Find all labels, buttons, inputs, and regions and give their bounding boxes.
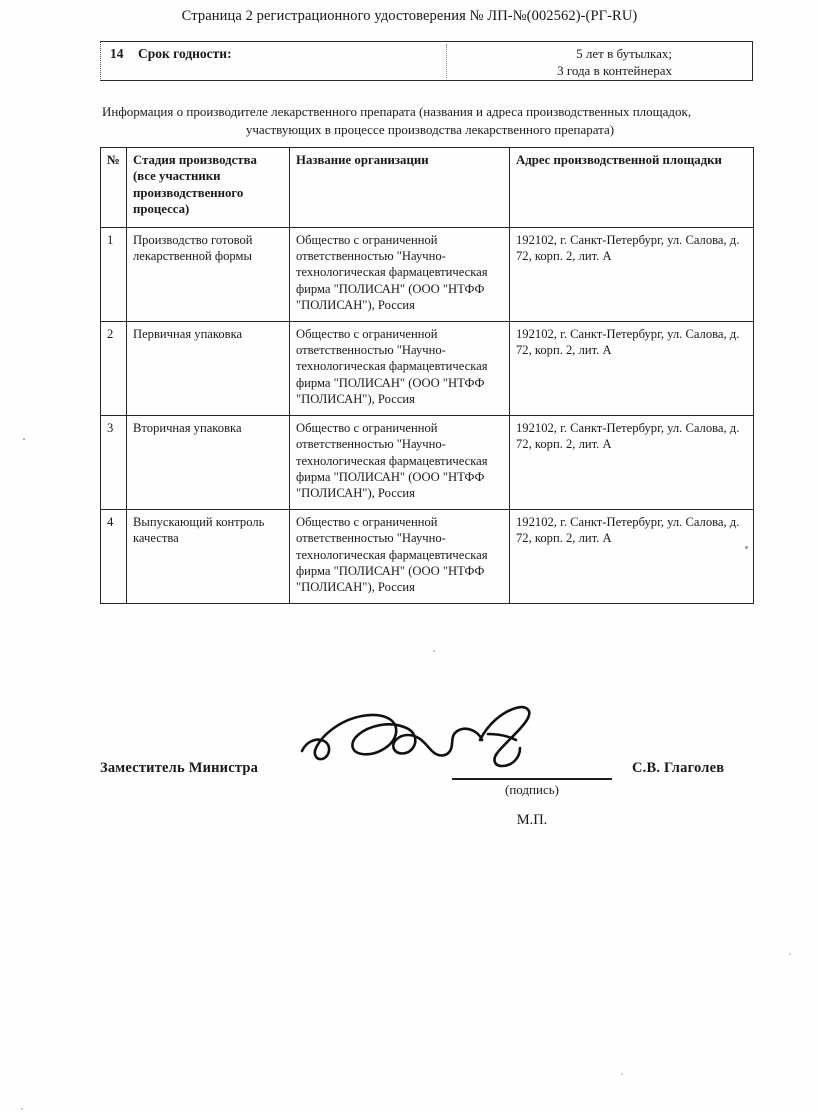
signature-block [0, 700, 819, 860]
signature-caption: (подпись) [505, 782, 559, 797]
row-organization: Общество с ограниченной ответственностью "Научно-технологическая фармацевтическая фирма "ПОЛИСАН" (ООО "НТФФ "ПОЛИСАН"), Россия [290, 321, 510, 415]
column-header-stage-line-3: производственного [133, 185, 244, 200]
column-header-organization: Название организации [290, 148, 510, 228]
column-header-stage-line-1: Стадия производства [133, 153, 257, 167]
scan-speck [433, 650, 435, 652]
column-header-stage [127, 148, 290, 228]
seal-placeholder: М.П. [516, 812, 548, 828]
manufacturer-table [100, 147, 754, 604]
signature-rule [452, 778, 612, 780]
row-organization: Общество с ограниченной ответственностью "Научно-технологическая фармацевтическая фирма "ПОЛИСАН" (ООО "НТФФ "ПОЛИСАН"), Россия [290, 227, 510, 321]
table-row [101, 415, 754, 509]
signatory-title: Заместитель Министра [100, 760, 259, 776]
row-stage: Производство готовой лекарственной формы [127, 227, 290, 321]
scan-speck [23, 438, 25, 440]
table-row [101, 509, 754, 603]
table-header-row [101, 148, 754, 228]
column-header-address: Адрес производственной площадки [510, 148, 754, 228]
row-address: 192102, г. Санкт-Петербург, ул. Салова, д. 72, корп. 2, лит. А [510, 227, 754, 321]
shelf-life-label: Срок годности: [138, 46, 232, 61]
manufacturer-intro-paragraph [100, 103, 760, 139]
row-address: 192102, г. Санкт-Петербург, ул. Салова, д. 72, корп. 2, лит. А [510, 321, 754, 415]
row-organization: Общество с ограниченной ответственностью "Научно-технологическая фармацевтическая фирма "ПОЛИСАН" (ООО "НТФФ "ПОЛИСАН"), Россия [290, 415, 510, 509]
scan-speck [21, 1108, 23, 1110]
scan-speck [745, 546, 748, 549]
signatory-name: С.В. Глаголев [632, 760, 725, 776]
shelf-life-values [557, 45, 672, 79]
row-number: 3 [101, 415, 127, 509]
shelf-life-number: 14 [110, 46, 124, 61]
handwritten-signature-icon [292, 704, 562, 782]
shelf-life-box [100, 41, 753, 81]
row-stage: Вторичная упаковка [127, 415, 290, 509]
column-header-stage-line-2: (все участники [133, 169, 221, 184]
scan-speck [789, 953, 791, 955]
column-header-no: № [101, 148, 127, 228]
row-number: 4 [101, 509, 127, 603]
scan-speck [621, 1073, 623, 1075]
intro-line-2: участвующих в процессе производства лекарственного препарата) [245, 122, 615, 137]
row-address: 192102, г. Санкт-Петербург, ул. Салова, д. 72, корп. 2, лит. А [510, 415, 754, 509]
row-number: 2 [101, 321, 127, 415]
row-number: 1 [101, 227, 127, 321]
row-address: 192102, г. Санкт-Петербург, ул. Салова, д. 72, корп. 2, лит. А [510, 509, 754, 603]
column-header-stage-line-4: процесса) [133, 202, 190, 217]
table-row [101, 227, 754, 321]
row-stage: Первичная упаковка [127, 321, 290, 415]
shelf-life-value-2: 3 года в контейнерах [557, 63, 672, 78]
page-title: Страница 2 регистрационного удостоверения № ЛП-№(002562)-(РГ-RU) [181, 8, 638, 24]
table-row [101, 321, 754, 415]
intro-line-1: Информация о производителе лекарственного препарата (названия и адреса производственных площадок, [102, 104, 692, 119]
shelf-life-column-divider [446, 44, 447, 78]
row-stage: Выпускающий контроль качества [127, 509, 290, 603]
shelf-life-value-1: 5 лет в бутылках; [576, 46, 672, 61]
row-organization: Общество с ограниченной ответственностью "Научно-технологическая фармацевтическая фирма "ПОЛИСАН" (ООО "НТФФ "ПОЛИСАН"), Россия [290, 509, 510, 603]
